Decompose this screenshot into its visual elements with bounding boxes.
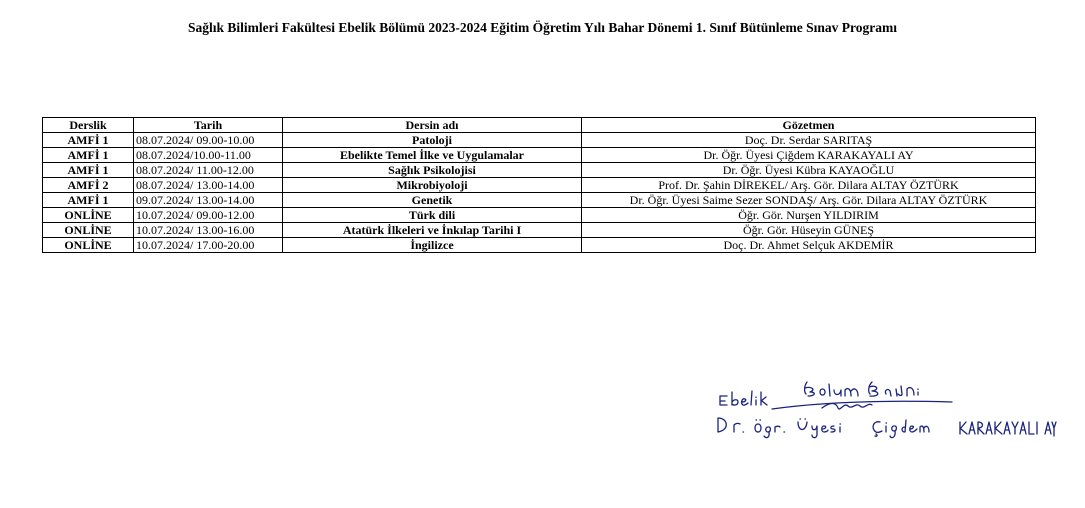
table-row [43,223,1036,238]
date-cell: 10.07.2024/ 13.00-16.00 [134,223,283,238]
proctor-cell: Dr. Öğr. Üyesi Saime Sezer SONDAŞ/ Arş. Gör. Dilara ALTAY ÖZTÜRK [582,193,1036,208]
room-cell: AMFİ 1 [43,163,134,178]
proctor-cell: Doç. Dr. Ahmet Selçuk AKDEMİR [582,238,1036,253]
course-cell: Sağlık Psikolojisi [283,163,582,178]
table-row [43,178,1036,193]
date-cell: 10.07.2024/ 09.00-12.00 [134,208,283,223]
header-dersin-adi: Dersin adı [283,118,582,133]
room-cell: AMFİ 1 [43,148,134,163]
proctor-cell: Dr. Öğr. Üyesi Çiğdem KARAKAYALI AY [582,148,1036,163]
course-cell: Atatürk İlkeleri ve İnkılap Tarihi I [283,223,582,238]
date-cell: 08.07.2024/ 13.00-14.00 [134,178,283,193]
document-title: Sağlık Bilimleri Fakültesi Ebelik Bölümü 2023-2024 Eğitim Öğretim Yılı Bahar Dönemi 1. Sınıf Bütünleme Sınav Programı [187,20,898,35]
course-cell: Genetik [283,193,582,208]
date-cell: 08.07.2024/ 11.00-12.00 [134,163,283,178]
course-cell: Türk dili [283,208,582,223]
course-cell: Mikrobiyoloji [283,178,582,193]
table-row [43,148,1036,163]
proctor-cell: Öğr. Gör. Hüseyin GÜNEŞ [582,223,1036,238]
course-cell: Patoloji [283,133,582,148]
header-gozetmen: Gözetmen [582,118,1036,133]
course-cell: Ebelikte Temel İlke ve Uygulamalar [283,148,582,163]
table-header-row [43,118,1036,133]
course-cell: İngilizce [283,238,582,253]
date-cell: 09.07.2024/ 13.00-14.00 [134,193,283,208]
table-row [43,163,1036,178]
room-cell: AMFİ 1 [43,133,134,148]
date-cell: 10.07.2024/ 17.00-20.00 [134,238,283,253]
room-cell: ONLİNE [43,208,134,223]
header-derslik: Derslik [43,118,134,133]
table-row [43,208,1036,223]
handwritten-signature [712,372,1057,452]
proctor-cell: Dr. Öğr. Üyesi Kübra KAYAOĞLU [582,163,1036,178]
room-cell: ONLİNE [43,238,134,253]
exam-schedule-table [42,117,1036,253]
room-cell: AMFİ 2 [43,178,134,193]
date-cell: 08.07.2024/ 09.00-10.00 [134,133,283,148]
proctor-cell: Doç. Dr. Serdar SARITAŞ [582,133,1036,148]
table-row [43,133,1036,148]
table-row [43,193,1036,208]
date-cell: 08.07.2024/10.00-11.00 [134,148,283,163]
proctor-cell: Öğr. Gör. Nurşen YILDIRIM [582,208,1036,223]
table-row [43,238,1036,253]
proctor-cell: Prof. Dr. Şahin DİREKEL/ Arş. Gör. Dilara ALTAY ÖZTÜRK [582,178,1036,193]
room-cell: AMFİ 1 [43,193,134,208]
header-tarih: Tarih [134,118,283,133]
room-cell: ONLİNE [43,223,134,238]
